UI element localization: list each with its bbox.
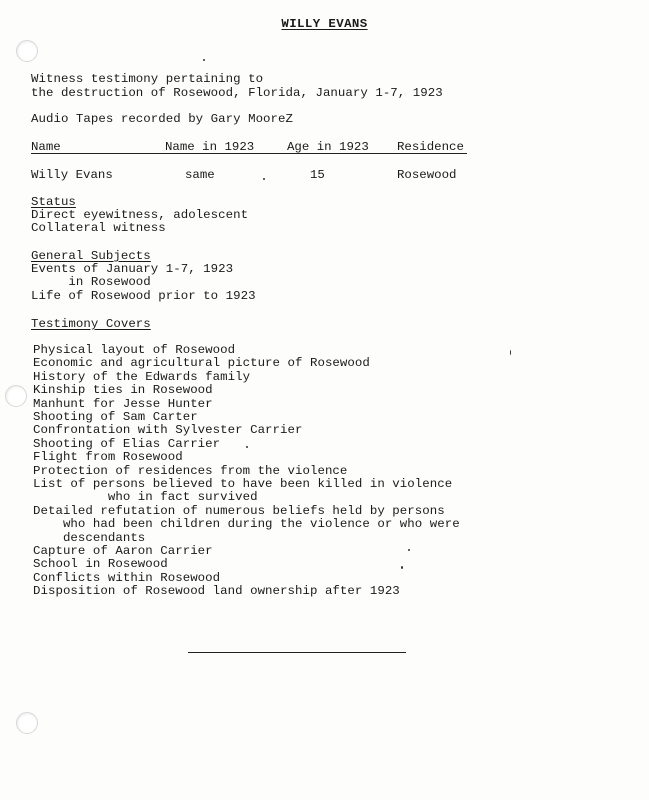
scan-speck bbox=[401, 566, 403, 569]
status-item: Collateral witness bbox=[31, 221, 166, 235]
testimony-item: who in fact survived bbox=[33, 490, 258, 505]
testimony-item: History of the Edwards family bbox=[33, 369, 251, 384]
column-header-name-1923: Name in 1923 bbox=[165, 140, 255, 154]
document-title: WILLY EVANS bbox=[281, 17, 368, 31]
scan-speck bbox=[408, 549, 410, 551]
testimony-item: List of persons believed to have been killed in violence bbox=[33, 477, 453, 491]
status-item: Direct eyewitness, adolescent bbox=[31, 208, 249, 222]
general-subject-item: Events of January 1-7, 1923 bbox=[31, 262, 234, 276]
signature-line bbox=[188, 652, 406, 653]
testimony-item: Shooting of Sam Carter bbox=[33, 410, 198, 424]
scan-speck bbox=[203, 59, 205, 61]
testimony-item: Detailed refutation of numerous beliefs held by persons bbox=[33, 503, 445, 518]
cell-residence: Rosewood bbox=[397, 168, 457, 182]
testimony-item: Manhunt for Jesse Hunter bbox=[33, 396, 213, 411]
testimony-item: School in Rosewood bbox=[33, 557, 168, 572]
audio-credit: Audio Tapes recorded by Gary MooreZ bbox=[31, 112, 293, 126]
scan-speck bbox=[263, 178, 265, 180]
status-heading: Status bbox=[31, 195, 76, 209]
testimony-item: Capture of Aaron Carrier bbox=[33, 544, 213, 558]
scan-speck bbox=[246, 446, 248, 448]
general-subject-item: Life of Rosewood prior to 1923 bbox=[31, 289, 256, 303]
intro-line-1: Witness testimony pertaining to bbox=[31, 72, 264, 86]
testimony-item: Shooting of Elias Carrier bbox=[33, 436, 221, 451]
cell-age-1923: 15 bbox=[310, 168, 325, 182]
testimony-item: Confrontation with Sylvester Carrier bbox=[33, 423, 303, 438]
cell-name: Willy Evans bbox=[31, 168, 113, 182]
punch-hole-middle bbox=[5, 385, 27, 407]
general-subject-item: in Rosewood bbox=[31, 275, 151, 289]
testimony-item: Conflicts within Rosewood bbox=[33, 570, 221, 585]
cell-name-1923: same bbox=[185, 168, 215, 182]
column-header-age-1923: Age in 1923 bbox=[287, 140, 369, 154]
column-header-name: Name bbox=[31, 140, 61, 154]
testimony-item: Physical layout of Rosewood bbox=[33, 343, 236, 357]
testimony-item: Kinship ties in Rosewood bbox=[33, 383, 213, 398]
testimony-item: Disposition of Rosewood land ownership after 1923 bbox=[33, 584, 400, 599]
testimony-item: Protection of residences from the violence bbox=[33, 463, 348, 478]
testimony-item: Economic and agricultural picture of Rosewood bbox=[33, 356, 370, 371]
intro-line-2: the destruction of Rosewood, Florida, January 1-7, 1923 bbox=[31, 86, 443, 100]
general-subjects-heading: General Subjects bbox=[31, 249, 151, 263]
header-underline bbox=[31, 153, 467, 154]
testimony-item: Flight from Rosewood bbox=[33, 450, 183, 465]
testimony-item: descendants bbox=[33, 530, 146, 545]
punch-hole-bottom bbox=[16, 712, 38, 734]
column-header-residence: Residence bbox=[397, 140, 464, 154]
punch-hole-top bbox=[16, 40, 38, 62]
testimony-covers-heading: Testimony Covers bbox=[31, 317, 151, 331]
scan-speck bbox=[510, 350, 511, 355]
testimony-item: who had been children during the violence or who were bbox=[33, 517, 460, 532]
